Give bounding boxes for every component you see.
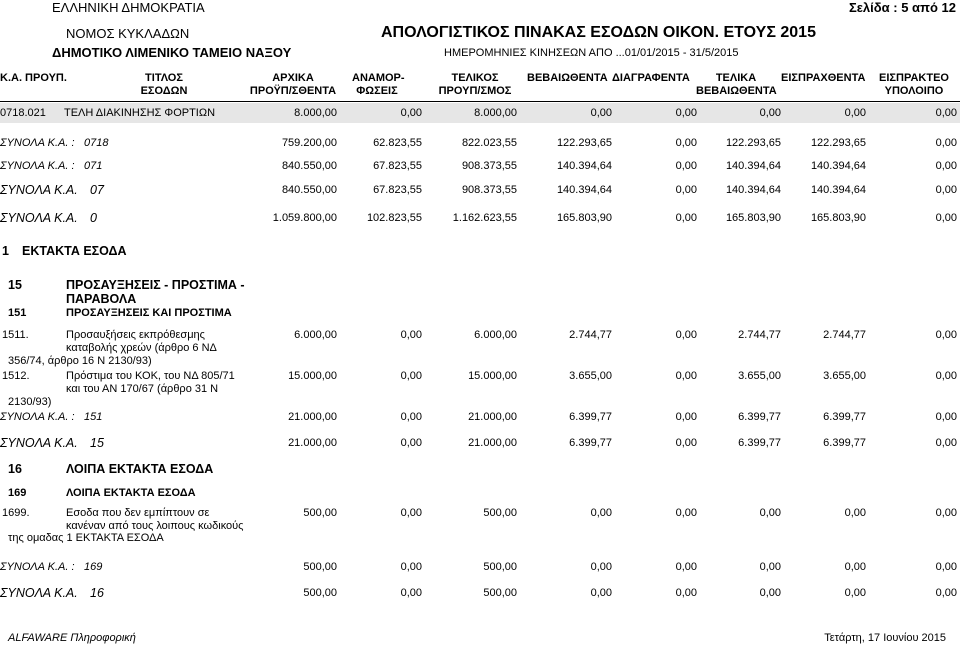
col-title: ΤΙΤΛΟΣ ΕΣΟΔΩΝ (140, 72, 188, 97)
sum-top-0-col8: 0,00 (935, 137, 957, 149)
col-certified: ΒΕΒΑΙΩΘΕΝΤΑ (527, 72, 608, 84)
row0718-021-col7: 0,00 (844, 107, 866, 119)
sum-top-0-col4: 122.293,65 (556, 137, 612, 149)
sum15-col5: 0,00 (675, 437, 697, 449)
row0718-021-col1: 8.000,00 (294, 107, 337, 119)
section-code: 151 (8, 307, 27, 319)
section-code: 1 (2, 244, 9, 258)
sum151-col4: 6.399,77 (569, 411, 612, 423)
section-title-cont: ΠΑΡΑΒΟΛΑ (66, 292, 137, 306)
item1512-col6: 3.655,00 (738, 370, 781, 382)
item1699-col1: 500,00 (303, 507, 337, 519)
row0718-021-col6: 0,00 (759, 107, 781, 119)
item1511-col3: 6.000,00 (474, 329, 517, 341)
report-title: ΑΠΟΛΟΓΙΣΤΙΚΟΣ ΠΙΝΑΚΑΣ ΕΣΟΔΩΝ ΟΙΚΟΝ. ΕΤΟΥΣ 2015 (381, 24, 816, 41)
item1699-col7: 0,00 (844, 507, 866, 519)
sum151-col7: 6.399,77 (823, 411, 866, 423)
prefecture-label: ΝΟΜΟΣ ΚΥΚΛΑΔΩΝ (66, 26, 190, 41)
item1699-col4: 0,00 (590, 507, 612, 519)
sum-top-0-col5: 0,00 (675, 137, 697, 149)
row0718-021-col5: 0,00 (675, 107, 697, 119)
sum-top-2-col5: 0,00 (675, 184, 697, 196)
item1699-col6: 0,00 (759, 507, 781, 519)
sum151-col2: 0,00 (400, 411, 422, 423)
row0718-021-col4: 0,00 (590, 107, 612, 119)
item-description-cont: καταβολής χρεών (άρθρο 6 ΝΔ (66, 342, 217, 354)
date-range: ΗΜΕΡΟΜΗΝΙΕΣ ΚΙΝΗΣΕΩΝ ΑΠΟ ...01/01/2015 - 31/5/2015 (444, 47, 739, 59)
item1512-col3: 15.000,00 (468, 370, 517, 382)
item-description-cont: της ομαδας 1 ΕΚΤΑΚΤΑ ΕΣΟΔΑ (8, 532, 164, 544)
item1511-col2: 0,00 (400, 329, 422, 341)
sum-top-2-col6: 140.394,64 (725, 184, 781, 196)
item-code: 1512. (2, 370, 30, 382)
sum-top-2-col3: 908.373,55 (461, 184, 517, 196)
sum169-col7: 0,00 (844, 561, 866, 573)
sum-code: 0 (90, 211, 97, 225)
item1511-col5: 0,00 (675, 329, 697, 341)
item-description-cont: και του ΑΝ 170/67 (άρθρο 31 Ν (66, 383, 219, 395)
footer-software: ALFAWARE Πληροφορική (8, 632, 136, 644)
sum-code: 15 (90, 436, 104, 450)
sum151-col8: 0,00 (935, 411, 957, 423)
item-description: Πρόστιμα του ΚΟΚ, του ΝΔ 805/71 (66, 370, 235, 382)
item1511-col4: 2.744,77 (569, 329, 612, 341)
sum-top-1-col6: 140.394,64 (725, 160, 781, 172)
sum16-col3: 500,00 (483, 587, 517, 599)
item-description: Προσαυξήσεις εκπρόθεσμης (66, 329, 205, 341)
col-remaining: ΕΙΣΠΡΑΚΤΕΟ ΥΠΟΛΟΙΠΟ (879, 72, 949, 97)
item1512-col5: 0,00 (675, 370, 697, 382)
section-title: ΠΡΟΣΑΥΞΗΣΕΙΣ - ΠΡΟΣΤΙΜΑ - (66, 278, 245, 292)
item1699-col3: 500,00 (483, 507, 517, 519)
item1512-col7: 3.655,00 (823, 370, 866, 382)
organization-label: ΔΗΜΟΤΙΚΟ ΛΙΜΕΝΙΚΟ ΤΑΜΕΙΟ ΝΑΞΟΥ (52, 45, 292, 60)
sum-label: ΣΥΝΟΛΑ Κ.Α. (0, 586, 78, 600)
section-code: 169 (8, 487, 27, 499)
sum-label: ΣΥΝΟΛΑ Κ.Α. : (0, 561, 75, 573)
item1699-col2: 0,00 (400, 507, 422, 519)
sum-top-3-col4: 165.803,90 (556, 212, 612, 224)
sum-top-0-col1: 759.200,00 (281, 137, 337, 149)
sum15-col6: 6.399,77 (738, 437, 781, 449)
sum-label: ΣΥΝΟΛΑ Κ.Α. (0, 436, 78, 450)
item-description: Εσοδα που δεν εμπίπτουν σε (66, 507, 210, 519)
sum-top-0-col2: 62.823,55 (373, 137, 422, 149)
sum169-col5: 0,00 (675, 561, 697, 573)
sum-top-1-col1: 840.550,00 (281, 160, 337, 172)
sum-top-2-col7: 140.394,64 (810, 184, 866, 196)
row-code: 0718.021 (0, 107, 46, 119)
item1511-col6: 2.744,77 (738, 329, 781, 341)
sum-top-3-col6: 165.803,90 (725, 212, 781, 224)
sum-label: ΣΥΝΟΛΑ Κ.Α. : (0, 411, 75, 423)
sum15-col7: 6.399,77 (823, 437, 866, 449)
sum-label: ΣΥΝΟΛΑ Κ.Α. (0, 211, 78, 225)
sum169-col3: 500,00 (483, 561, 517, 573)
sum-top-3-col8: 0,00 (935, 212, 957, 224)
sum-top-1-col5: 0,00 (675, 160, 697, 172)
sum16-col5: 0,00 (675, 587, 697, 599)
sum-top-2-col4: 140.394,64 (556, 184, 612, 196)
item1511-col8: 0,00 (935, 329, 957, 341)
item1699-col5: 0,00 (675, 507, 697, 519)
item1511-col7: 2.744,77 (823, 329, 866, 341)
sum-top-3-col1: 1.059.800,00 (272, 212, 337, 224)
item1699-col8: 0,00 (935, 507, 957, 519)
sum-top-2-col8: 0,00 (935, 184, 957, 196)
sum-top-3-col2: 102.823,55 (366, 212, 422, 224)
sum-top-1-col8: 0,00 (935, 160, 957, 172)
section-code: 15 (8, 278, 22, 292)
section-code: 16 (8, 462, 22, 476)
sum169-col2: 0,00 (400, 561, 422, 573)
item1512-col4: 3.655,00 (569, 370, 612, 382)
sum-top-1-col7: 140.394,64 (810, 160, 866, 172)
sum15-col4: 6.399,77 (569, 437, 612, 449)
sum-top-0-col3: 822.023,55 (461, 137, 517, 149)
sum-top-1-col3: 908.373,55 (461, 160, 517, 172)
sum15-col1: 21.000,00 (288, 437, 337, 449)
sum151-col1: 21.000,00 (288, 411, 337, 423)
sum16-col8: 0,00 (935, 587, 957, 599)
col-collected: ΕΙΣΠΡΑΧΘΕΝΤΑ (781, 72, 866, 84)
item-description-cont: 356/74, άρθρο 16 Ν 2130/93) (8, 355, 152, 367)
sum-code: 0718 (84, 137, 109, 149)
sum-top-1-col4: 140.394,64 (556, 160, 612, 172)
sum151-col3: 21.000,00 (468, 411, 517, 423)
item-description-cont: κανέναν από τους λοιπους κωδικούς (66, 520, 244, 532)
item1512-col8: 0,00 (935, 370, 957, 382)
col-ka: Κ.Α. ΠΡΟΥΠ. (0, 72, 67, 84)
row0718-021-col3: 8.000,00 (474, 107, 517, 119)
sum16-col2: 0,00 (400, 587, 422, 599)
item1511-col1: 6.000,00 (294, 329, 337, 341)
item-code: 1699. (2, 507, 30, 519)
sum151-col6: 6.399,77 (738, 411, 781, 423)
col-deleted: ΔΙΑΓΡΑΦΕΝΤΑ (612, 72, 690, 84)
sum15-col2: 0,00 (400, 437, 422, 449)
item-description-cont: 2130/93) (8, 396, 52, 408)
section-title: ΛΟΙΠΑ ΕΚΤΑΚΤΑ ΕΣΟΔΑ (66, 487, 196, 499)
sum15-col3: 21.000,00 (468, 437, 517, 449)
sum-code: 071 (84, 160, 103, 172)
row-description: ΤΕΛΗ ΔΙΑΚΙΝΗΣΗΣ ΦΟΡΤΙΩΝ (64, 107, 216, 119)
section-title: ΕΚΤΑΚΤΑ ΕΣΟΔΑ (22, 244, 127, 258)
sum-code: 151 (84, 411, 103, 423)
sum169-col4: 0,00 (590, 561, 612, 573)
col-final: ΤΕΛΙΚΟΣ ΠΡΟΥΠ/ΣΜΟΣ (438, 72, 512, 97)
col-realloc: ΑΝΑΜΟΡ- ΦΩΣΕΙΣ (352, 72, 405, 97)
sum-code: 07 (90, 183, 104, 197)
sum-code: 16 (90, 586, 104, 600)
col-final-certified: ΤΕΛΙΚΑ ΒΕΒΑΙΩΘΕΝΤΑ (696, 72, 777, 97)
sum151-col5: 0,00 (675, 411, 697, 423)
row0718-021-col8: 0,00 (935, 107, 957, 119)
item-code: 1511. (2, 329, 29, 341)
sum-top-3-col7: 165.803,90 (810, 212, 866, 224)
sum-top-3-col5: 0,00 (675, 212, 697, 224)
sum-top-1-col2: 67.823,55 (373, 160, 422, 172)
sum16-col1: 500,00 (303, 587, 337, 599)
sum-label: ΣΥΝΟΛΑ Κ.Α. (0, 183, 78, 197)
sum15-col8: 0,00 (935, 437, 957, 449)
sum16-col7: 0,00 (844, 587, 866, 599)
sum-label: ΣΥΝΟΛΑ Κ.Α. : (0, 160, 75, 172)
page-number: Σελίδα : 5 από 12 (848, 0, 956, 15)
item1512-col1: 15.000,00 (288, 370, 337, 382)
sum-code: 169 (84, 561, 103, 573)
row0718-021-col2: 0,00 (400, 107, 422, 119)
sum16-col6: 0,00 (759, 587, 781, 599)
col-initial: ΑΡΧΙΚΑ ΠΡΟΫΠ/ΣΘΕΝΤΑ (249, 72, 337, 97)
sum-top-3-col3: 1.162.623,55 (452, 212, 517, 224)
sum-top-2-col1: 840.550,00 (281, 184, 337, 196)
section-title: ΠΡΟΣΑΥΞΗΣΕΙΣ ΚΑΙ ΠΡΟΣΤΙΜΑ (66, 307, 232, 319)
sum169-col6: 0,00 (759, 561, 781, 573)
item1512-col2: 0,00 (400, 370, 422, 382)
section-title: ΛΟΙΠΑ ΕΚΤΑΚΤΑ ΕΣΟΔΑ (66, 462, 214, 476)
sum169-col8: 0,00 (935, 561, 957, 573)
sum169-col1: 500,00 (303, 561, 337, 573)
footer-date: Τετάρτη, 17 Ιουνίου 2015 (824, 632, 946, 644)
republic-label: ΕΛΛΗΝΙΚΗ ΔΗΜΟΚΡΑΤΙΑ (52, 0, 205, 15)
header-divider (0, 101, 960, 102)
sum16-col4: 0,00 (590, 587, 612, 599)
sum-top-0-col6: 122.293,65 (725, 137, 781, 149)
sum-label: ΣΥΝΟΛΑ Κ.Α. : (0, 137, 75, 149)
sum-top-2-col2: 67.823,55 (373, 184, 422, 196)
sum-top-0-col7: 122.293,65 (810, 137, 866, 149)
